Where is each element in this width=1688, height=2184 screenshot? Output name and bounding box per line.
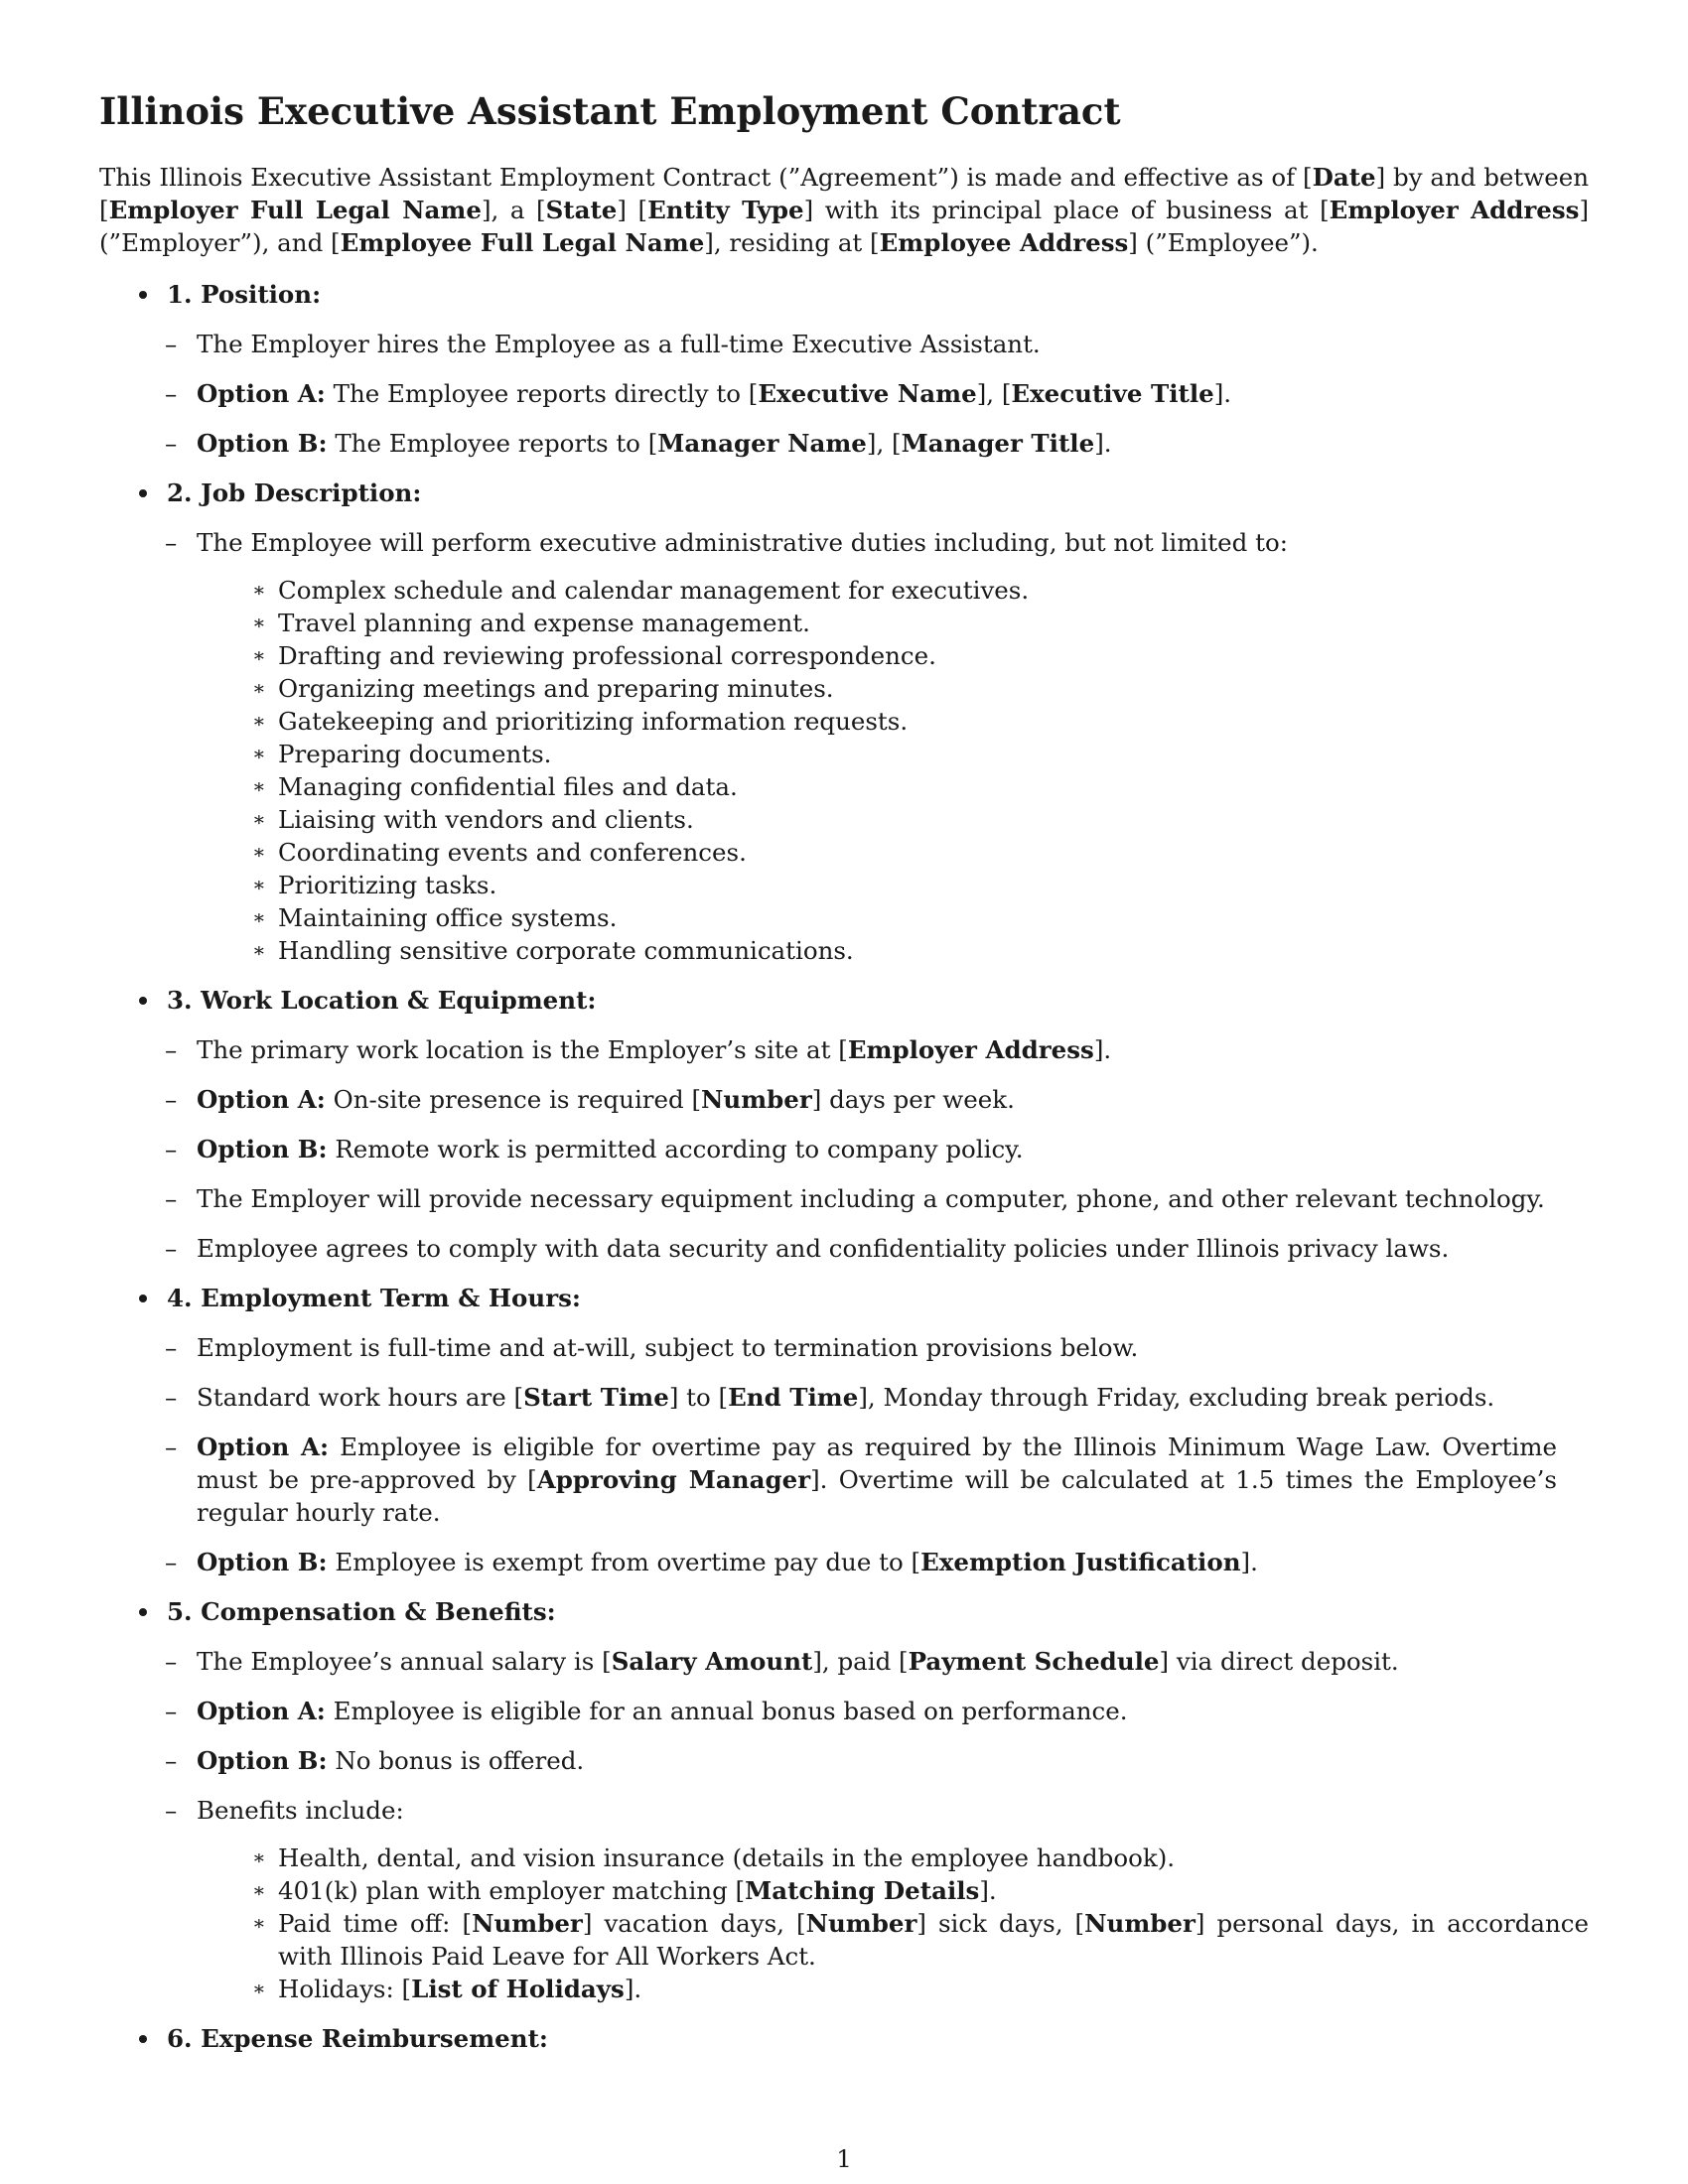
list-item: ∗ Complex schedule and calendar management for executives.	[252, 576, 1030, 605]
clause-text: ].	[1213, 379, 1232, 408]
clause-text: No bonus is offered.	[327, 1746, 585, 1775]
clause-option-a: – Option A: Employee is eligible for overtime pay as required by the Illinois Minimum Wage Law. Overtime must be pre-approved by [Approving Manager]. Overtime will be calculated at 1.5 times the Employee’s regular hourly rate.	[165, 1433, 1557, 1527]
list-item: ∗ Preparing documents.	[252, 740, 552, 768]
clause-text: ] days per week.	[811, 1085, 1015, 1114]
intro-text: ] [	[617, 196, 648, 224]
placeholder-manager-name: Manager Name	[657, 429, 867, 458]
clause-option-a: – Option A: On-site presence is required [Number] days per week.	[165, 1085, 1015, 1114]
clause-text: The Employer will provide necessary equipment including a computer, phone, and other relevant technology.	[197, 1184, 1545, 1213]
bullet-icon	[139, 278, 149, 299]
clause-text: The primary work location is the Employer’s site at [	[197, 1035, 848, 1064]
option-label: Option B:	[197, 429, 328, 458]
list-item: ∗ Health, dental, and vision insurance (details in the employee handbook).	[252, 1843, 1176, 1872]
item-text: ].	[979, 1876, 997, 1905]
option-label: Option A:	[197, 1085, 326, 1114]
list-item: ∗ Drafting and reviewing professional correspondence.	[252, 641, 936, 670]
clause: – Benefits include:	[165, 1796, 404, 1825]
item-text: Holidays: [	[278, 1975, 412, 2003]
item-text: ] vacation days, [	[582, 1909, 806, 1938]
list-item: ∗ Prioritizing tasks.	[252, 871, 497, 899]
option-label: Option B:	[197, 1746, 328, 1775]
item-text: Organizing meetings and preparing minutes.	[278, 674, 834, 703]
list-item: ∗ Organizing meetings and preparing minutes.	[252, 674, 834, 703]
section-expense-reimbursement	[0, 2022, 1589, 2055]
intro-text: ] (”Employer”), and [	[99, 196, 1589, 257]
contract-sections	[0, 278, 1688, 2055]
item-text: Paid time off: [	[278, 1909, 473, 1938]
option-label: Option A:	[197, 1697, 326, 1725]
intro-text: ] (”Employee”).	[1128, 228, 1319, 257]
option-label: Option B:	[197, 1135, 328, 1163]
item-text: ].	[624, 1975, 642, 2003]
placeholder-employer-name: Employer Full Legal Name	[108, 196, 482, 224]
clause-option-a: – Option A: Employee is eligible for an annual bonus based on performance.	[165, 1697, 1128, 1725]
placeholder-approving-manager: Approving Manager	[536, 1465, 811, 1494]
placeholder-employee-name: Employee Full Legal Name	[340, 228, 705, 257]
placeholder-date: Date	[1312, 163, 1376, 192]
section-heading: 1. Position:	[167, 280, 322, 309]
section-job-description	[0, 477, 1589, 509]
clause-text: ], paid [	[812, 1647, 909, 1676]
item-text: Travel planning and expense management.	[278, 609, 810, 637]
clause-text: ], [	[866, 429, 902, 458]
bullet-icon	[139, 1282, 149, 1302]
item-text: Managing confidential files and data.	[278, 772, 738, 801]
item-text: Gatekeeping and prioritizing information requests.	[278, 707, 909, 736]
item-text: ] personal days, in accordance with Illinois Paid Leave for All Workers Act.	[278, 1909, 1589, 1971]
item-text: Drafting and reviewing professional correspondence.	[278, 641, 936, 670]
clause: – Employment is full-time and at-will, subject to termination provisions below.	[165, 1333, 1139, 1362]
clause-option-a: – Option A: The Employee reports directly to [Executive Name], [Executive Title].	[165, 379, 1232, 408]
duties-list	[167, 574, 1589, 967]
intro-text: ] with its principal place of business at [	[803, 196, 1330, 224]
list-item: ∗ 401(k) plan with employer matching [Matching Details].	[252, 1876, 997, 1905]
clause-text: The Employer hires the Employee as a full-time Executive Assistant.	[197, 330, 1041, 358]
placeholder-exemption-justification: Exemption Justification	[920, 1548, 1241, 1576]
section-work-location-body	[0, 1033, 1589, 1265]
bullet-icon	[139, 1595, 149, 1616]
bullet-icon	[139, 984, 149, 1005]
placeholder-employer-address: Employer Address	[847, 1035, 1094, 1064]
clause: – The Employer will provide necessary equipment including a computer, phone, and other relevant technology.	[165, 1184, 1545, 1213]
document-title: Illinois Executive Assistant Employment Contract	[99, 89, 1121, 133]
clause-text: ] to [	[668, 1383, 729, 1412]
section-position	[0, 278, 1589, 311]
item-text: Health, dental, and vision insurance (details in the employee handbook).	[278, 1843, 1176, 1872]
clause-option-b: – Option B: No bonus is offered.	[165, 1746, 585, 1775]
list-item: ∗ Maintaining office systems.	[252, 903, 618, 932]
section-work-location	[0, 984, 1589, 1017]
section-position-body	[0, 328, 1589, 460]
clause: – Standard work hours are [Start Time] to [End Time], Monday through Friday, excluding break periods.	[165, 1383, 1495, 1412]
placeholder-employee-address: Employee Address	[879, 228, 1129, 257]
placeholder-payment-schedule: Payment Schedule	[908, 1647, 1160, 1676]
intro-text: This Illinois Executive Assistant Employment Contract (”Agreement”) is made and effective as of [	[99, 163, 1313, 192]
placeholder-entity-type: Entity Type	[647, 196, 804, 224]
item-text: Maintaining office systems.	[278, 903, 618, 932]
clause-text: The Employee’s annual salary is [	[197, 1647, 612, 1676]
intro-text: ] by and between [	[99, 163, 1589, 224]
placeholder-salary-amount: Salary Amount	[611, 1647, 813, 1676]
clause-text: ].	[1094, 429, 1112, 458]
clause-text: Employee is exempt from overtime pay due to [	[327, 1548, 921, 1576]
intro-text: ], residing at [	[704, 228, 880, 257]
section-heading: 5. Compensation & Benefits:	[167, 1597, 556, 1626]
placeholder-executive-name: Executive Name	[758, 379, 977, 408]
placeholder-matching-details: Matching Details	[745, 1876, 980, 1905]
item-text: Liaising with vendors and clients.	[278, 805, 694, 834]
clause-text: Standard work hours are [	[197, 1383, 524, 1412]
section-employment-term	[0, 1282, 1589, 1314]
item-text: Prioritizing tasks.	[278, 871, 497, 899]
list-item: ∗ Managing confidential files and data.	[252, 772, 738, 801]
item-text: Preparing documents.	[278, 740, 552, 768]
clause-option-b: – Option B: Remote work is permitted according to company policy.	[165, 1135, 1024, 1163]
section-heading: 2. Job Description:	[167, 478, 422, 507]
section-heading: 4. Employment Term & Hours:	[167, 1284, 581, 1312]
item-text: Coordinating events and conferences.	[278, 838, 747, 867]
placeholder-manager-title: Manager Title	[901, 429, 1095, 458]
clause-text: The Employee will perform executive administrative duties including, but not limited to:	[197, 528, 1288, 557]
clause-text: ] via direct deposit.	[1159, 1647, 1399, 1676]
clause-text: Employee agrees to comply with data security and confidentiality policies under Illinois privacy laws.	[197, 1234, 1450, 1263]
list-item: ∗ Paid time off: [Number] vacation days, [Number] sick days, [Number] personal days, in accordance with Illinois Paid Leave for All Workers Act.	[252, 1909, 1589, 1971]
clause-text: Remote work is permitted according to company policy.	[327, 1135, 1024, 1163]
placeholder-number: Number	[472, 1909, 583, 1938]
list-item: ∗ Coordinating events and conferences.	[252, 838, 747, 867]
clause-text: ], Monday through Friday, excluding break periods.	[858, 1383, 1495, 1412]
placeholder-start-time: Start Time	[523, 1383, 669, 1412]
placeholder-number: Number	[1084, 1909, 1196, 1938]
placeholder-state: State	[545, 196, 618, 224]
page-number: 1	[836, 2144, 852, 2173]
intro-paragraph	[99, 161, 1589, 259]
clause-text: Benefits include:	[197, 1796, 404, 1825]
list-item: ∗ Liaising with vendors and clients.	[252, 805, 694, 834]
placeholder-number: Number	[701, 1085, 812, 1114]
clause-text: The Employee reports to [	[327, 429, 658, 458]
clause-text: The Employee reports directly to [	[325, 379, 759, 408]
list-item: ∗ Holidays: [List of Holidays].	[252, 1975, 642, 2003]
section-compensation-body	[0, 1645, 1589, 2005]
clause-option-b: – Option B: Employee is exempt from overtime pay due to [Exemption Justification].	[165, 1548, 1258, 1576]
clause-text: Employee is eligible for overtime pay as required by the Illinois Minimum Wage Law. Overtime must be pre-approved by [	[197, 1433, 1557, 1494]
item-text: 401(k) plan with employer matching [	[278, 1876, 746, 1905]
item-text: Handling sensitive corporate communications.	[278, 936, 854, 965]
list-item: ∗ Handling sensitive corporate communications.	[252, 936, 854, 965]
clause-text: ].	[1093, 1035, 1112, 1064]
option-label: Option B:	[197, 1548, 328, 1576]
section-heading: 6. Expense Reimbursement:	[167, 2024, 548, 2053]
clause-text: ]. Overtime will be calculated at 1.5 times the Employee’s regular hourly rate.	[197, 1465, 1557, 1527]
clause: – The Employee will perform executive administrative duties including, but not limited to:	[165, 528, 1288, 557]
bullet-icon	[139, 477, 149, 497]
list-item: ∗ Gatekeeping and prioritizing information requests.	[252, 707, 909, 736]
list-item: ∗ Travel planning and expense management.	[252, 609, 810, 637]
placeholder-end-time: End Time	[728, 1383, 859, 1412]
section-compensation	[0, 1595, 1589, 1628]
clause-option-b: – Option B: The Employee reports to [Manager Name], [Manager Title].	[165, 429, 1112, 458]
clause-text: Employee is eligible for an annual bonus based on performance.	[325, 1697, 1128, 1725]
section-heading: 3. Work Location & Equipment:	[167, 986, 597, 1015]
bullet-icon	[139, 2022, 149, 2043]
option-label: Option A:	[197, 1433, 330, 1461]
clause-text: ], [	[976, 379, 1012, 408]
option-label: Option A:	[197, 379, 326, 408]
clause-text: ].	[1240, 1548, 1258, 1576]
clause: – The primary work location is the Employer’s site at [Employer Address].	[165, 1035, 1112, 1064]
item-text: Complex schedule and calendar management for executives.	[278, 576, 1030, 605]
placeholder-executive-title: Executive Title	[1011, 379, 1214, 408]
placeholder-number: Number	[805, 1909, 917, 1938]
clause: – Employee agrees to comply with data security and confidentiality policies under Illinois privacy laws.	[165, 1234, 1450, 1263]
section-job-description-body	[0, 526, 1589, 967]
placeholder-employer-address: Employer Address	[1329, 196, 1580, 224]
clause: – The Employee’s annual salary is [Salary Amount], paid [Payment Schedule] via direct deposit.	[165, 1647, 1399, 1676]
benefits-list	[167, 1842, 1589, 2005]
section-employment-term-body	[0, 1331, 1589, 1578]
intro-text: ], a [	[481, 196, 546, 224]
item-text: ] sick days, [	[916, 1909, 1085, 1938]
clause: – The Employer hires the Employee as a full-time Executive Assistant.	[165, 330, 1041, 358]
clause-text: Employment is full-time and at-will, subject to termination provisions below.	[197, 1333, 1139, 1362]
placeholder-list-of-holidays: List of Holidays	[411, 1975, 625, 2003]
clause-text: On-site presence is required [	[325, 1085, 702, 1114]
